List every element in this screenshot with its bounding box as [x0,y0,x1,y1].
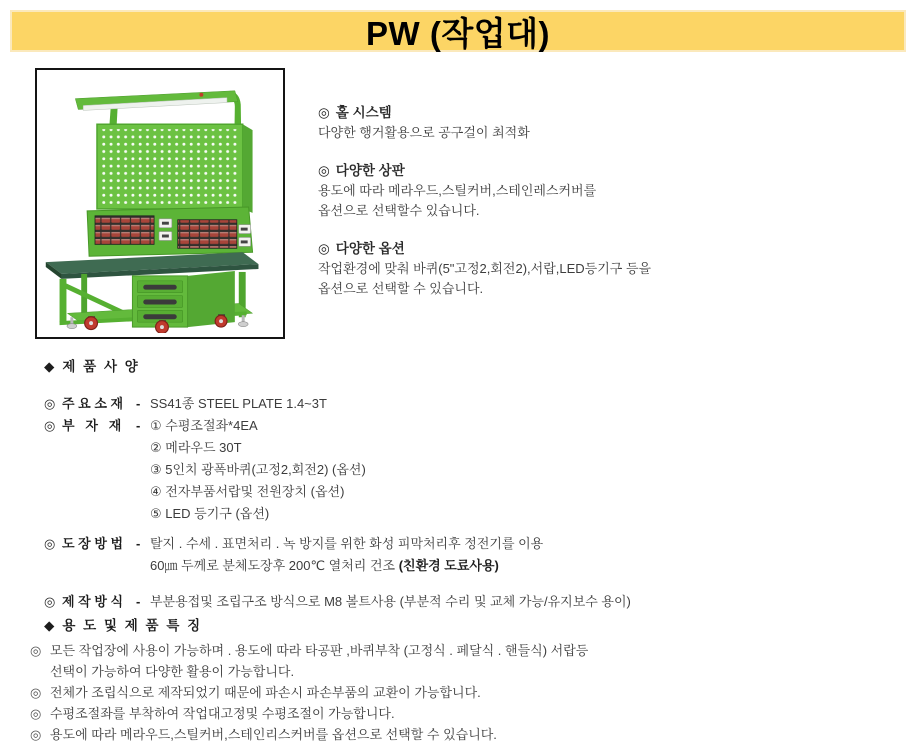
sub-material-item: ④ 전자부품서랍및 전원장치 (옵션) [150,484,345,499]
feature-line: 용도에 따라 메라우드,스틸커버,스테인레스커버를 [318,183,597,198]
title-banner [10,10,906,52]
spec-section [44,357,894,613]
double-circle-bullet-icon: ◎ [30,706,42,721]
spec-separator: - [136,396,141,411]
spec-label: 도 장 방 법 [62,536,124,551]
painting-line2-text: 60㎛ 두께로 분체도장후 200℃ 열처리 건조 [150,558,399,573]
page-title: PW (작업대) [366,14,550,52]
spec-value: 탈지 . 수세 . 표면처리 . 녹 방지를 위한 화성 피막처리후 정전기를 이용 [150,536,544,551]
parts-bin-panel [87,206,252,255]
diamond-bullet-icon: ◆ [44,359,55,374]
spec-separator: - [136,594,141,609]
drawer-handle [143,299,176,304]
product-image-frame [35,68,285,339]
usage-item-continuation: 선택이 가능하여 다양한 활용이 가능합니다. [50,664,295,679]
spec-label: 부 자 재 [62,418,122,433]
double-circle-bullet-icon: ◎ [318,163,330,178]
feature-line: 다양한 행거활용으로 공구걸이 최적화 [318,125,530,140]
diamond-bullet-icon: ◆ [44,618,55,633]
double-circle-bullet-icon: ◎ [30,643,42,658]
drawer-handle [143,314,176,319]
leveling-foot [238,321,248,326]
usage-item-text: 용도에 따라 메라우드,스틸커버,스테인리스커버를 옵션으로 선택할 수 있습니다. [50,727,497,742]
double-circle-bullet-icon: ◎ [44,536,56,551]
feature-heading-text: 다양한 옵션 [335,241,405,256]
usage-item [30,724,910,745]
usage-item-text: 수평조절좌를 부착하여 작업대고정및 수평조절이 가능합니다. [50,706,395,721]
usage-item [30,682,910,703]
double-circle-bullet-icon: ◎ [30,727,42,742]
spec-value: 부분용접및 조립구조 방식으로 M8 볼트사용 (부분적 수리 및 교체 가능/유지보수 용이) [150,594,631,609]
usage-item [30,640,910,661]
usage-item [30,703,910,724]
feature-various-tops [318,161,788,221]
double-circle-bullet-icon: ◎ [44,418,56,433]
spec-separator: - [136,418,141,433]
feature-various-options [318,239,788,299]
sub-material-item: ⑤ LED 등기구 (옵션) [150,506,270,521]
leveling-foot [67,323,77,328]
double-circle-bullet-icon: ◎ [318,241,330,256]
drawer-handle [143,284,176,289]
feature-list [318,103,788,317]
feature-line: 작업환경에 맞춰 바퀴(5"고정2,회전2),서랍,LED등기구 등을 [318,261,652,276]
double-circle-bullet-icon: ◎ [44,396,56,411]
painting-line2-bold: (친환경 도료사용) [398,558,499,573]
usage-heading-text: 용 도 및 제 품 특 징 [62,618,203,633]
spec-row-sub-material [44,415,894,437]
spec-separator: - [136,536,141,551]
spec-label: 주 요 소 재 [62,396,124,411]
spec-row-painting [44,533,894,555]
feature-line: 옵션으로 선택할수 있습니다. [318,203,480,218]
spec-label: 제 작 방 식 [62,594,124,609]
usage-item-text: 모든 작업장에 사용이 가능하며 . 용도에 따라 타공판 ,바퀴부착 (고정식 . 페달식 . 핸들식) 서랍등 [50,643,589,658]
spec-row-main-material [44,393,894,415]
usage-section [30,616,910,745]
workbench-image [41,75,279,333]
usage-item-text: 전체가 조립식으로 제작되었기 때문에 파손시 파손부품의 교환이 가능합니다. [50,685,481,700]
spec-row-build [44,591,894,613]
spec-value: ① 수평조절좌*4EA [150,418,258,433]
double-circle-bullet-icon: ◎ [30,685,42,700]
feature-heading-text: 다양한 상판 [335,163,405,178]
spec-value: SS41종 STEEL PLATE 1.4~3T [150,396,327,411]
feature-line: 옵션으로 선택할 수 있습니다. [318,281,484,296]
painting-line2 [44,555,894,577]
double-circle-bullet-icon: ◎ [318,105,330,120]
bin-group-left [95,215,154,244]
bin-group-right [178,219,237,248]
spec-section-heading [44,357,894,377]
double-circle-bullet-icon: ◎ [44,594,56,609]
usage-section-heading [30,616,910,636]
light-indicator [199,92,203,96]
spec-heading-text: 제 품 사 양 [62,359,140,374]
pegboard [97,124,253,213]
feature-hole-system [318,103,788,143]
feature-heading-text: 홀 시스템 [335,105,392,120]
sub-material-item: ③ 5인치 광폭바퀴(고정2,회전2) (옵션) [150,462,366,477]
sub-material-item: ② 메라우드 30T [150,440,242,455]
